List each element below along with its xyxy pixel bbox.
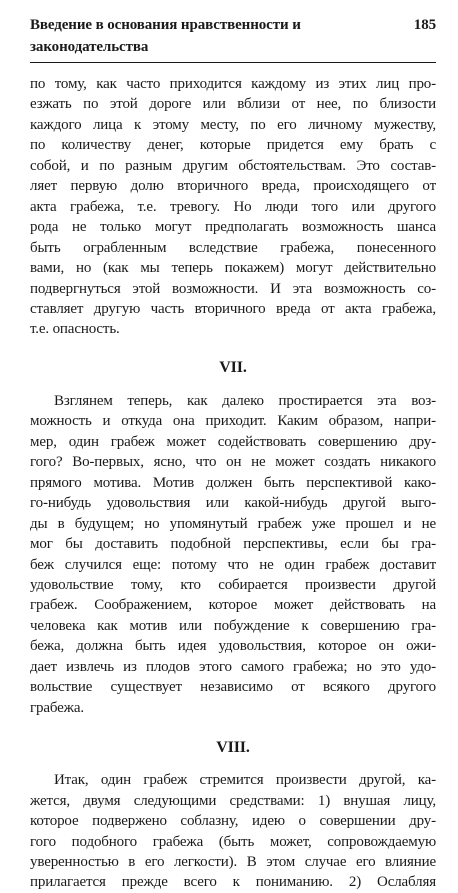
text-line: мог бы доставить подобной перспективы, если бы гра- bbox=[30, 536, 436, 553]
text-line: жется, двумя следующими средствами: 1) внушая лицу, bbox=[30, 792, 436, 809]
text-line: вольствие существует независимо от всякого другого bbox=[30, 679, 436, 696]
text-line: собой, и по разным другим обстоятельствам. Это состав- bbox=[30, 157, 436, 174]
text-line: каждого лица к этому месту, по его личному мужеству, bbox=[30, 116, 436, 133]
text-line: езжать по этой дороге или вблизи от нее, по близости bbox=[30, 96, 436, 113]
text-line: беж случился еще: потому что не один грабеж доставит bbox=[30, 556, 436, 573]
text-line: быть ограбленным вследствие грабежа, понесенного bbox=[30, 239, 436, 256]
section-heading-viii: VIII. bbox=[216, 739, 250, 757]
text-line: гого подобного грабежа (быть может, сопровождаемую bbox=[30, 833, 436, 850]
text-line: бежа, должна быть идея удовольствия, которое он ожи- bbox=[30, 638, 436, 655]
text-line: человека как мотив или побуждение к совершению гра- bbox=[30, 617, 436, 634]
text-line: по количеству денег, которые придется ему брать с bbox=[30, 137, 436, 154]
text-line: дает извлечь из плодов этого самого грабежа; но это удо- bbox=[30, 658, 436, 675]
text-line: уверенностью в его легкости). В этом случае его влияние bbox=[30, 853, 436, 870]
text-line: прямого мотива. Мотив должен быть перспективой како- bbox=[30, 474, 436, 491]
book-page bbox=[30, 14, 436, 893]
text-line: Итак, один грабеж стремится произвести другой, ка- bbox=[54, 772, 436, 789]
paragraph-section-vii bbox=[30, 391, 436, 718]
running-header-title: Введение в основания нравственности и законодательства bbox=[30, 17, 301, 55]
running-header bbox=[30, 14, 436, 63]
text-line: мер, один грабеж может содействовать совершению дру- bbox=[30, 433, 436, 450]
text-line: грабеж. Соображением, которое может действовать на bbox=[30, 597, 436, 614]
page-number: 185 bbox=[413, 17, 436, 33]
text-line: ды в будущем; но упомянутый грабеж уже прошел и не bbox=[30, 515, 436, 532]
text-line: Взглянем теперь, как далеко простирается эта воз- bbox=[54, 392, 436, 409]
text-line: можность и откуда она приходит. Каким образом, напри- bbox=[30, 413, 436, 430]
section-heading-vii: VII. bbox=[219, 358, 247, 376]
text-line: гого? Во-первых, ясно, что он не может создать никакого bbox=[30, 454, 436, 471]
text-line: ляет первую долю вторичного вреда, происходящего от bbox=[30, 178, 436, 195]
text-line: по тому, как часто приходится каждому из этих лиц про- bbox=[30, 76, 436, 92]
text-line: удовольствие тому, кто собирается произвести другой bbox=[30, 576, 436, 593]
text-line: акта грабежа, т.е. тревогу. Но люди того или другого bbox=[30, 198, 436, 215]
page-body bbox=[30, 74, 436, 893]
text-line: т.е. опасность. bbox=[30, 321, 120, 338]
text-line: прилагается прежде всего к пониманию. 2) Ослабляя bbox=[30, 874, 436, 891]
paragraph-continuation bbox=[30, 74, 436, 340]
text-line: ставляет другую часть вторичного вреда от акта грабежа, bbox=[30, 300, 436, 317]
text-line: которое подвержено соблазну, идею о совершении дру- bbox=[30, 813, 436, 830]
text-line: рода не только могут предполагать возможность шанса bbox=[30, 219, 436, 236]
text-line: вами, но (как мы теперь покажем) могут действительно bbox=[30, 260, 436, 277]
paragraph-section-viii bbox=[30, 770, 436, 893]
text-line: грабежа. bbox=[30, 699, 84, 716]
text-line: го-нибудь удовольствия или какой-нибудь другой выго- bbox=[30, 495, 436, 512]
text-line: подвергнуться этой возможности. И эта возможность со- bbox=[30, 280, 436, 297]
